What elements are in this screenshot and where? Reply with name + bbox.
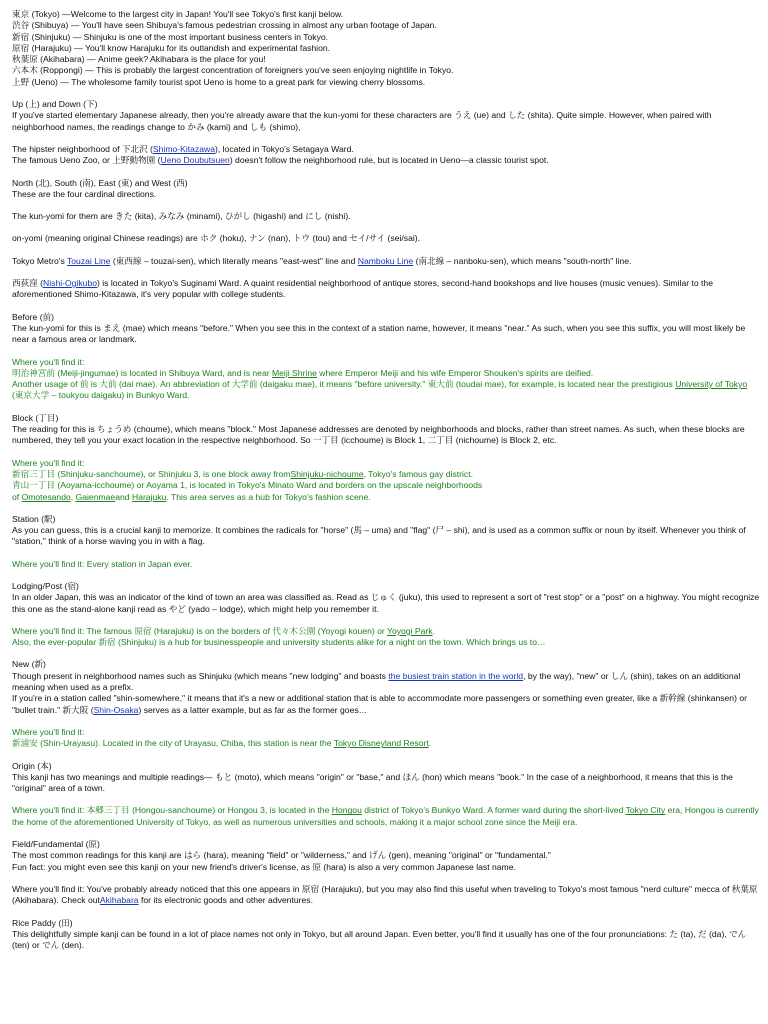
spacer	[12, 200, 760, 211]
intro-tokyo	[12, 9, 760, 20]
text: , Tokyo's famous gay district.	[363, 468, 473, 479]
spacer	[12, 346, 760, 357]
spacer	[12, 133, 760, 144]
text: The famous Ueno Zoo, or 上野動物園 (	[12, 155, 161, 166]
yoyogi-park-link[interactable]: Yoyogi Park	[387, 625, 433, 636]
section-heading: Up (上) and Down (下)	[12, 99, 98, 110]
paragraph: This kanji has two meanings and multiple readings— もと (moto), which means "origin" or "base," and ほん (hon) which means "book." In the case of a neighborhood, it means that this is the "original" area of a town.	[12, 771, 733, 794]
spacer	[12, 503, 760, 514]
section-heading: Field/Fundamental (原)	[12, 839, 100, 850]
intro-text: (Roppongi) — This is probably the largest concentration of foreigners you've seen enjoying nightlife in Tokyo.	[37, 65, 454, 76]
text: and	[115, 491, 132, 502]
intro-akihabara	[12, 54, 760, 65]
paragraph	[12, 671, 760, 694]
spacer	[12, 267, 760, 278]
text: Another usage of 前 is 大前 (dai mae). An abbreviation of 大学前 (daigaku mae), it means "before university." 東大前 (toudai mae), for example, is located near the prestigious	[12, 379, 676, 390]
text: Tokyo Metro's	[12, 255, 67, 266]
text: (東西線 – touzai-sen), which literally means "east-west" line and	[110, 255, 358, 266]
text: .	[432, 625, 435, 636]
text: Where you'll find it: 本郷三丁目 (Hongou-sanchoume) or Hongou 3, is located in the	[12, 805, 332, 816]
text: ), located in Tokyo's Setagaya Ward.	[215, 143, 354, 154]
paragraph	[12, 738, 760, 749]
touzai-line-link[interactable]: Touzai Line	[66, 255, 111, 266]
text: Where you'll find it: The famous 原宿 (Harajuku) is on the borders of 代々木公園 (Yoyogi kouen) or	[12, 625, 387, 636]
paragraph: The reading for this is ちょうめ (choume), which means "block." Most Japanese addresses are denoted by neighborhoods and blocks, rather than street names. As such, when these blocks are numbered, they tell you your exact location in the respective neighborhood. So 一丁目 (icchoume) is Block 1, 二丁目 (nichoume) is Block 2, etc.	[12, 424, 745, 446]
spacer	[12, 615, 760, 626]
article	[12, 9, 760, 951]
paragraph: This delightfully simple kanji can be found in a lot of place names not only in Tokyo, but all around Japan. Even better, you'll find it usually has one of the four pronunciations: た (ta), だ (da), でん (ten) or でん (den).	[12, 928, 747, 951]
kanji: 渋谷	[12, 20, 30, 31]
spacer	[12, 716, 760, 727]
gaienmae-link[interactable]: Gaienmae	[75, 491, 116, 502]
paragraph: In an older Japan, this was an indicator of the kind of town an area was classified as. Read as じゅく (juku), this used to represent a sort of "rest stop" or a "post" on a highway. You might recognize this one as the stand-alone kanji read as やど (yado – lodge), which might help you remember it.	[12, 592, 760, 614]
spacer	[12, 447, 760, 458]
spacer	[12, 245, 760, 256]
akihabara-link[interactable]: Akihabara	[99, 895, 139, 906]
paragraph	[12, 144, 760, 155]
spacer	[12, 222, 760, 233]
paragraph: As you can guess, this is a crucial kanji to memorize. It combines the radicals for "horse" (馬 – uma) and "flag" (尸 – shi), and is used as a common suffix or noun by itself. Whenever you think of "station," think of a horse waving you in with a flag.	[12, 525, 746, 547]
section-heading: Station (駅)	[12, 513, 56, 524]
intro-text: (Shinjuku) — Shinjuku is one of the most important business centers in Tokyo.	[29, 31, 329, 42]
spacer	[12, 873, 760, 884]
intro-text: (Akihabara) — Anime geek? Akihabara is the place for you!	[37, 54, 266, 65]
text: Where you'll find it: You've probably already noticed that this one appears in 原宿 (Harajuku), but you may also find this useful when traveling to Tokyo's most famous "nerd culture" mecca of 秋葉原 (Akihabara). Check out	[12, 883, 758, 906]
paragraph: These are the four cardinal directions.	[12, 188, 157, 199]
namboku-line-link[interactable]: Namboku Line	[357, 255, 414, 266]
text: If you're in a station called "shin-somewhere," it means that it's a new or additional station that is able to accommodate more passengers or something even greater, like a 新幹線 (shinkansen) or "bullet train." 新大阪 (	[12, 693, 747, 715]
paragraph	[12, 693, 760, 716]
text: . This area serves as a hub for Tokyo's fashion scene.	[166, 491, 371, 502]
paragraph: If you've started elementary Japanese already, then you're already aware that the kun-yomi for these characters are うえ (ue) and した (shita). Quite simple. However, when paired with neighborhood names, the readings change to かみ (kami) and しも (shimo),	[12, 110, 712, 132]
busiest-station-link[interactable]: the busiest train station in the world	[388, 670, 524, 681]
harajuku-link[interactable]: Harajuku	[131, 491, 167, 502]
text: (南北線 – nanboku-sen), which means "south-north" line.	[413, 255, 632, 266]
spacer	[12, 648, 760, 659]
paragraph	[12, 492, 760, 503]
kanji: 新宿	[12, 31, 30, 42]
text: ) is located in Tokyo's Suginami Ward. A quaint residential neighborhood of antique stores, second-hand bookshops and live houses (music venues). Similar to the aforementioned Shimo-Kitazawa, it's very popular with college students.	[12, 278, 713, 300]
shin-osaka-link[interactable]: Shin-Osaka	[93, 704, 139, 715]
kanji: 六本木	[12, 65, 38, 76]
where-label: Where you'll find it:	[12, 356, 85, 367]
hongou-link[interactable]: Hongou	[331, 805, 362, 816]
paragraph	[12, 884, 760, 907]
omotesando-link[interactable]: Omotesando	[21, 491, 71, 502]
paragraph	[12, 805, 760, 828]
paragraph: Fun fact: you might even see this kanji on your new friend's driver's license, as 原 (hara) is also a very common Japanese last name.	[12, 861, 516, 872]
text: ) serves as a latter example, but as far as the former goes…	[138, 704, 368, 715]
text: The hipster neighborhood of 下北沢 (	[12, 143, 153, 154]
paragraph	[12, 469, 760, 480]
spacer	[12, 88, 760, 99]
intro-shibuya	[12, 20, 760, 31]
text: , by the way), "new" or しん (shin), takes on an additional meaning when used as a prefix.	[12, 670, 741, 693]
text: 明治神宮前 (Meiji-jingumae) is located in Shibuya Ward, and is near	[12, 367, 272, 378]
text: of	[12, 491, 22, 502]
ueno-doubutsuen-link[interactable]: Ueno Doubutsuen	[160, 155, 230, 166]
section-heading: New (新)	[12, 659, 46, 670]
text: (東京大学 – toukyou daigaku) in Bunkyo Ward.	[12, 390, 190, 401]
kanji: 上野	[12, 76, 30, 87]
intro-text: (Tokyo) —Welcome to the largest city in Japan! You'll see Tokyo's first kanji below.	[29, 9, 344, 19]
paragraph	[12, 626, 760, 637]
paragraph	[12, 155, 760, 166]
shimo-kitazawa-link[interactable]: Shimo-Kitazawa	[152, 143, 216, 154]
spacer	[12, 570, 760, 581]
text: 西荻窪 (	[12, 278, 44, 289]
where-label: Where you'll find it: Every station in Japan ever.	[12, 558, 193, 569]
kanji: 東京	[12, 9, 30, 19]
nishi-ogikubo-link[interactable]: Nishi-Ogikubo	[43, 278, 98, 289]
meiji-shrine-link[interactable]: Meiji Shrine	[271, 367, 317, 378]
paragraph: The most common readings for this kanji are はら (hara), meaning "field" or "wilderness," and げん (gen), meaning "original" or "fundamental."	[12, 850, 551, 861]
paragraph	[12, 278, 760, 301]
kanji: 秋葉原	[12, 54, 38, 65]
spacer	[12, 794, 760, 805]
intro-text: (Ueno) — The wholesome family tourist spot Ueno is home to a great park for viewing cherry blossoms.	[29, 76, 426, 87]
paragraph: The kun-yomi for this is まえ (mae) which means "before." When you see this in the context of a station name, however, it means "near." As such, when you see this suffix, you will most likely be near a famous area or landmark.	[12, 322, 746, 345]
spacer	[12, 907, 760, 918]
section-heading: Block (丁目)	[12, 412, 59, 423]
section-heading: Origin (本)	[12, 760, 52, 771]
spacer	[12, 167, 760, 178]
intro-shinjuku	[12, 32, 760, 43]
where-label: Where you'll find it:	[12, 457, 85, 468]
text: 新浦安 (Shin-Urayasu). Located in the city of Urayasu, Chiba, this station is near the	[12, 738, 334, 749]
text: ) doesn't follow the neighborhood rule, but is located in Ueno—a classic tourist spot.	[229, 155, 549, 166]
spacer	[12, 301, 760, 312]
intro-roppongi	[12, 65, 760, 76]
text: era, Hongou is currently the home of the aforementioned University of Tokyo, as well as numerous universities and schools, making it a major school zone since the Meiji era.	[12, 805, 759, 827]
spacer	[12, 750, 760, 761]
shinjuku-nichoume-link[interactable]: Shinjuku-nichoume	[290, 468, 364, 479]
paragraph	[12, 256, 760, 267]
section-heading: Rice Paddy (田)	[12, 917, 73, 928]
paragraph	[12, 379, 760, 402]
text: 新宿三丁目 (Shinjuku-sanchoume), or Shinjuku 3, is one block away from	[12, 468, 291, 479]
tokyo-city-link[interactable]: Tokyo City	[625, 805, 666, 816]
text: Though present in neighborhood names such as Shinjuku (which means "new lodging" and boasts	[12, 670, 389, 681]
text: ,	[70, 491, 76, 502]
intro-harajuku	[12, 43, 760, 54]
text: .	[428, 738, 432, 749]
intro-text: (Harajuku) — You'll know Harajuku for its outlandish and experimental fashion.	[29, 42, 331, 53]
text: for its electronic goods and other adventures.	[138, 895, 313, 906]
paragraph	[12, 368, 760, 379]
text: district of Tokyo's Bunkyo Ward. A former ward during the short-lived	[361, 805, 626, 816]
spacer	[12, 828, 760, 839]
spacer	[12, 402, 760, 413]
paragraph: Also, the ever-popular 新宿 (Shinjuku) is a hub for businesspeople and university students alike for a night on the town. Which brings us to…	[12, 637, 546, 648]
intro-ueno	[12, 77, 760, 88]
paragraph: on-yomi (meaning original Chinese readings) are ホク (hoku), ナン (nan), トウ (tou) and セイ/サイ (sei/sai).	[12, 233, 421, 244]
university-of-tokyo-link[interactable]: University of Tokyo	[675, 379, 748, 390]
section-heading: North (北), South (南), East (東) and West (西)	[12, 177, 188, 188]
intro-list	[12, 9, 760, 88]
intro-text: (Shibuya) — You'll have seen Shibuya's famous pedestrian crossing in almost any urban footage of Japan.	[29, 20, 437, 31]
section-heading: Before (前)	[12, 311, 55, 322]
kanji: 原宿	[12, 42, 30, 53]
paragraph: 青山一丁目 (Aoyama-icchoume) or Aoyama 1, is located in Tokyo's Minato Ward and borders on the upscale neighborhoods	[12, 480, 483, 491]
where-label: Where you'll find it:	[12, 726, 85, 737]
paragraph: The kun-yomi for them are きた (kita), みなみ (minami), ひがし (higashi) and にし (nishi).	[12, 211, 351, 222]
tokyo-disneyland-link[interactable]: Tokyo Disneyland Resort	[333, 738, 429, 749]
spacer	[12, 548, 760, 559]
section-heading: Lodging/Post (宿)	[12, 580, 79, 591]
text: where Emperor Meiji and his wife Emperor Shouken's spirits are deified.	[316, 367, 594, 378]
